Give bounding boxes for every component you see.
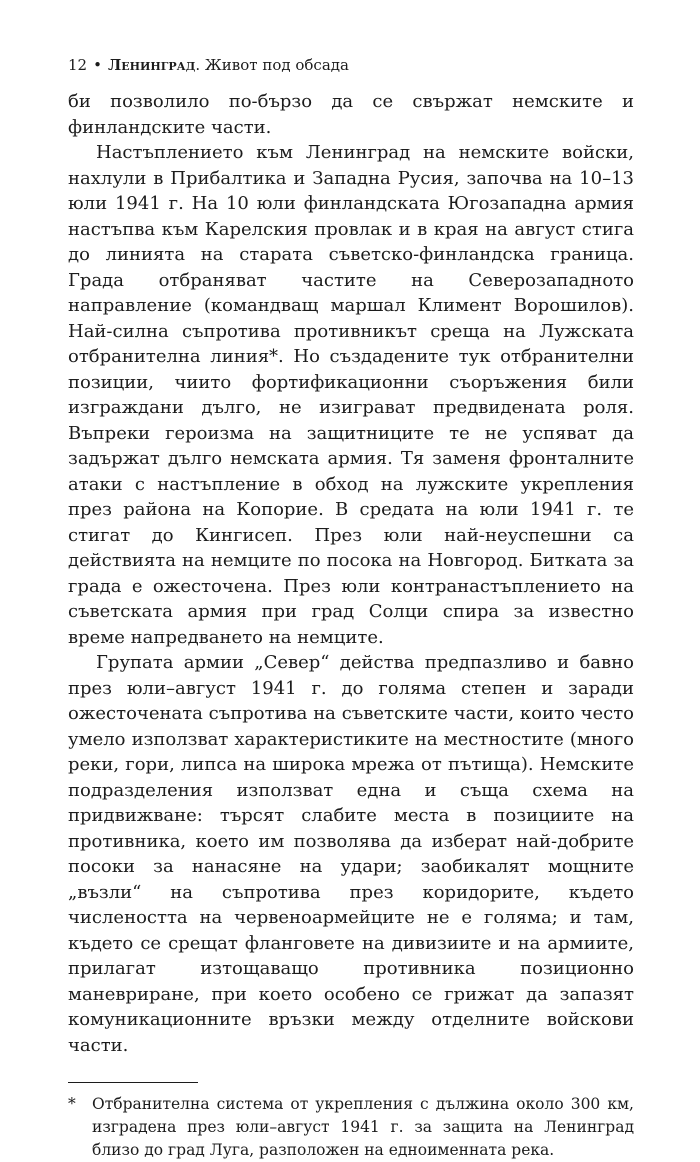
footnote <box>68 1093 634 1162</box>
footnote-text: Отбранителна система от укрепления с дължина около 300 км, изградена през юли–август 1941 г. за защита на Ленинград близо до град Луга, разположен на едноименната река. <box>92 1095 634 1159</box>
book-page <box>68 55 634 1162</box>
running-head <box>68 55 634 75</box>
book-title: Ленинград <box>107 56 196 74</box>
paragraph-continued: би позволило по-бързо да се свържат немските и финландските части. <box>68 91 634 138</box>
header-separator: • <box>93 56 102 74</box>
paragraph: Настъплението към Ленинград на немските войски, нахлули в Прибалтика и Западна Русия, започва на 10–13 юли 1941 г. На 10 юли финландската Югозападна армия настъпва към Карелския провлак и в края на август стига до линията на старата съветско-финландска граница. Града отбраняват частите на Северозападното направление (командващ маршал Климент Ворошилов). Най-силна съпротива противникът среща на Лужската отбранителна линия*. Но създадените тук отбранителни позиции, чиито фортификационни съоръжения били изграждани дълго, не изиграват предвидената роля. Въпреки героизма на защитниците те не успяват да задържат дълго немската армия. Тя заменя фронталните атаки с настъпление в обход на лужските укрепления през района на Копорие. В средата на юли 1941 г. те стигат до Кингисеп. През юли най-неуспешни са действията на немците по посока на Новгород. Битката за града е ожесточена. През юли контранастъплението на съветската армия при град Солци спира за известно време напредването на немците. <box>68 142 634 648</box>
book-subtitle: . Живот под обсада <box>195 56 349 74</box>
body-text <box>68 89 634 1058</box>
paragraph: Групата армии „Север“ действа предпазливо и бавно през юли–август 1941 г. до голяма степен и заради ожесточената съпротива на съветските части, които често умело използват характеристиките на местностите (много реки, гори, липса на широка мрежа от пътища). Немските подразделения използват една и съща схема на придвижване: търсят слабите места в позициите на противника, което им позволява да изберат най-добрите посоки за нанасяне на удари; заобикалят мощните „възли“ на съпротива през коридорите, където числеността на червеноармейците не е голяма; и там, където се срещат фланговете на дивизиите и на армиите, прилагат изтощаващо противника позиционно маневриране, при което особено се грижат да запазят комуникационните връзки между отделните войскови части. <box>68 652 634 1056</box>
footnote-marker: * <box>68 1095 76 1113</box>
footnote-divider <box>68 1082 198 1083</box>
page-number: 12 <box>68 56 88 74</box>
